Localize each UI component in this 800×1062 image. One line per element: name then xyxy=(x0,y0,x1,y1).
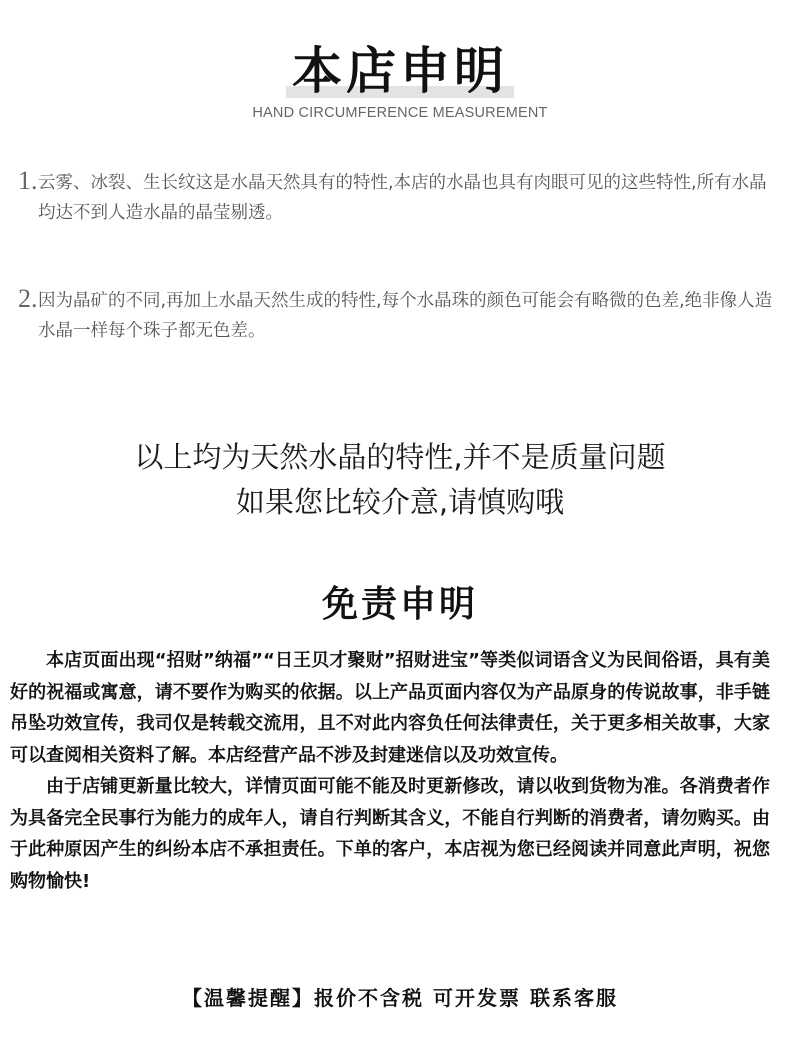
page-subtitle: HAND CIRCUMFERENCE MEASUREMENT xyxy=(252,105,548,121)
purchase-caution-statement: 如果您比较介意,请慎购哦 xyxy=(235,485,565,519)
note-number: 1. xyxy=(18,166,38,195)
page-header xyxy=(0,40,800,102)
note-text: 因为晶矿的不同,再加上水晶天然生成的特性,每个水晶珠的颜色可能会有略微的色差,绝非像人造水晶一样每个珠子都无色差。 xyxy=(38,291,773,341)
note-text: 云雾、冰裂、生长纹这是水晶天然具有的特性,本店的水晶也具有肉眼可见的这些特性,所有水晶均达不到人造水晶的晶莹剔透。 xyxy=(38,173,767,223)
page-title xyxy=(286,40,514,102)
warm-reminder: 【温馨提醒】报价不含税 可开发票 联系客服 xyxy=(182,986,618,1010)
disclaimer-paragraph: 由于店铺更新量比较大，详情页面可能不能及时更新修改，请以收到货物为准。各消费者作为具备完全民事行为能力的成年人，请自行判断其含义，不能自行判断的消费者，请勿购买。由于此种原因产生的纠纷本店不承担责任。下单的客户，本店视为您已经阅读并同意此声明，祝您购物愉快! xyxy=(10,776,770,892)
note-number: 2. xyxy=(18,284,38,313)
disclaimer-title: 免责申明 xyxy=(321,584,478,625)
page-title-text: 本店申明 xyxy=(292,42,508,100)
note-item xyxy=(18,168,778,228)
note-item xyxy=(18,286,778,346)
disclaimer-paragraph: 本店页面出现“招财”纳福”“日王贝才聚财”招财进宝”等类似词语含义为民间俗语，具有美好的祝福或寓意，请不要作为购买的依据。以上产品页面内容仅为产品原身的传说故事，非手链吊坠功效宣传，我司仅是转载交流用，且不对此内容负任何法律责任，关于更多相关故事，大家可以查阅相关资料了解。本店经营产品不涉及封建迷信以及功效宣传。 xyxy=(10,650,770,766)
natural-crystal-statement: 以上均为天然水晶的特性,并不是质量问题 xyxy=(134,440,666,474)
disclaimer-body xyxy=(10,645,770,897)
